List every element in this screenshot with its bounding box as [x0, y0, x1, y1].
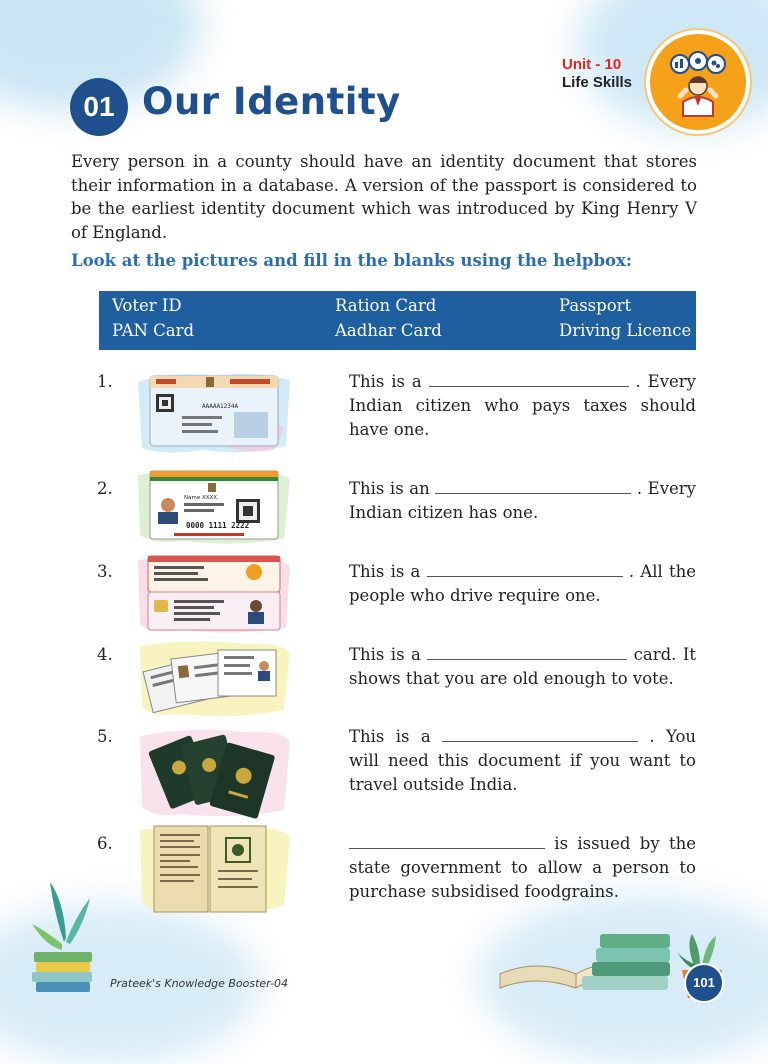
question-number: 1. [97, 372, 113, 391]
answer-blank[interactable] [442, 727, 638, 742]
helpbox-word: Passport [559, 296, 632, 315]
ration-card-image [134, 820, 294, 920]
intro-paragraph: Every person in a county should have an identity document that stores their information in a database. A version of the passport is considered to be the earliest identity document which was introduced by King Henry V of England. [71, 152, 697, 242]
page-title: Our Identity [142, 80, 401, 123]
unit-number: Unit - 10 [562, 56, 622, 73]
pan-number-text: AAAAA1234A [202, 403, 239, 410]
helpbox-word: PAN Card [112, 321, 195, 340]
pan-card-image [134, 368, 294, 460]
helpbox-word: Voter ID [112, 296, 182, 315]
question-number: 2. [97, 479, 113, 498]
driving-licence-image [134, 552, 294, 640]
aadhar-name-text: Name XXXX [184, 495, 218, 501]
aadhar-card-image [134, 465, 294, 551]
page-number: 101 [684, 963, 724, 1003]
plant-books-illustration [24, 872, 104, 1000]
question-text: This is a . Every Indian citizen who pays taxes should have one. [349, 372, 696, 439]
question-text: This is a . You will need this document if you want to travel outside India. [349, 727, 697, 794]
instruction-text: Look at the pictures and fill in the blanks using the helpbox: [71, 251, 632, 270]
question-number: 4. [97, 645, 113, 664]
life-skills-icon [646, 30, 750, 134]
question-number: 6. [97, 834, 113, 853]
question-number: 3. [97, 562, 113, 581]
answer-blank[interactable] [429, 372, 629, 387]
question-text: This is an . Every Indian citizen has one. [349, 479, 696, 522]
helpbox-word: Aadhar Card [335, 321, 442, 340]
answer-blank[interactable] [349, 834, 545, 849]
book-title-footer: Prateek's Knowledge Booster-04 [110, 977, 289, 990]
section-number: 01 [70, 78, 128, 136]
helpbox [99, 291, 696, 350]
unit-subject: Life Skills [562, 74, 633, 91]
answer-blank[interactable] [435, 479, 631, 494]
books-illustration [496, 924, 676, 1004]
question-number: 5. [97, 727, 113, 746]
question-text: This is a card. It shows that you are old enough to vote. [349, 645, 696, 688]
answer-blank[interactable] [427, 562, 623, 577]
helpbox-word: Driving Licence [559, 321, 692, 340]
question-text: This is a . All the people who drive require one. [349, 562, 696, 605]
answer-blank[interactable] [427, 645, 627, 660]
helpbox-word: Ration Card [335, 296, 437, 315]
aadhar-number-text: 0000 1111 2222 [186, 521, 250, 530]
question-text: is issued by the state government to allow a person to purchase subsidised foodgrains. [349, 834, 696, 901]
unit-label [562, 56, 632, 92]
voter-id-image [134, 636, 294, 724]
passport-image [134, 722, 294, 826]
